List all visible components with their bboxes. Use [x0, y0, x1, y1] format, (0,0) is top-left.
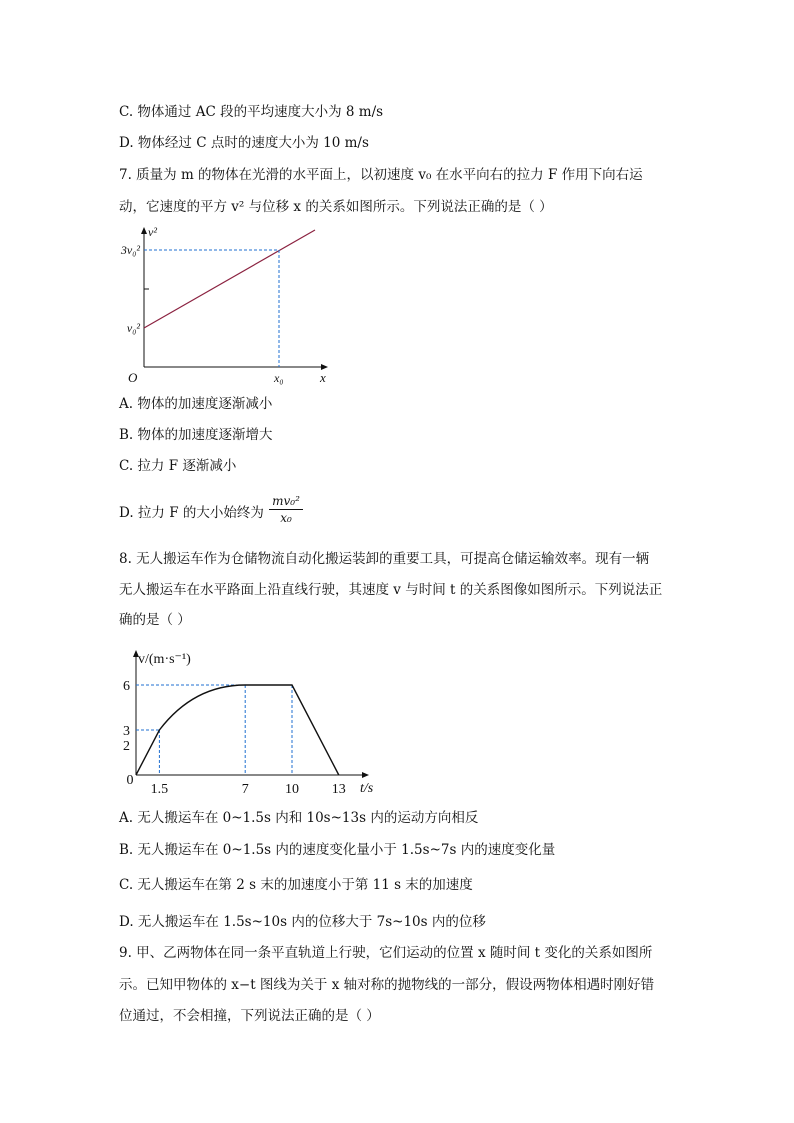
- q8-v-t-graph: [110, 643, 390, 803]
- q8-xtick-1-5: 1.5: [150, 782, 169, 797]
- q9-stem-line2: 示。已知甲物体的 x−t 图线为关于 x 轴对称的抛物线的一部分，假设两物体相遇时刚好错: [119, 977, 655, 993]
- q8-xtick-7: 7: [241, 782, 249, 797]
- q7-option-b: B. 物体的加速度逐渐增大: [119, 427, 273, 443]
- q7-ytick-v02: v₀²: [126, 321, 140, 335]
- q7-option-d-fraction: [269, 494, 303, 526]
- q8-ytick-2: 2: [123, 739, 130, 754]
- q6-option-c: C. 物体通过 AC 段的平均速度大小为 8 m/s: [119, 104, 384, 120]
- q8-option-b: B. 无人搬运车在 0~1.5s 内的速度变化量小于 1.5s~7s 内的速度变化量: [119, 842, 556, 858]
- q8-xtick-13: 13: [331, 782, 346, 797]
- q8-ytick-3: 3: [123, 724, 130, 739]
- q8-xtick-10: 10: [285, 782, 299, 797]
- q7-fraction-numerator: mv₀²: [269, 494, 303, 510]
- q8-ylabel: v/(m·s⁻¹): [138, 652, 191, 667]
- q8-stem-line3: 确的是（ ）: [119, 612, 191, 628]
- q7-fraction-denominator: x₀: [280, 511, 292, 525]
- q8-xlabel: t/s: [360, 781, 374, 796]
- q7-stem-line1: 7. 质量为 m 的物体在光滑的水平面上，以初速度 v₀ 在水平向右的拉力 F 作用下向右运: [119, 167, 643, 183]
- q8-ytick-6: 6: [123, 679, 130, 694]
- q7-ylabel: v²: [148, 225, 157, 239]
- q8-stem-line1: 8. 无人搬运车作为仓储物流自动化搬运装卸的重要工具，可提高仓储运输效率。现有一辆: [119, 551, 650, 567]
- q8-stem-line2: 无人搬运车在水平路面上沿直线行驶，其速度 v 与时间 t 的关系图像如图所示。下列说法正: [119, 582, 663, 598]
- q7-v2-x-graph: [110, 222, 340, 387]
- q7-option-a: A. 物体的加速度逐渐减小: [119, 396, 273, 412]
- q7-option-c: C. 拉力 F 逐渐减小: [119, 458, 237, 474]
- q8-option-c: C. 无人搬运车在第 2 s 末的加速度小于第 11 s 末的加速度: [119, 877, 473, 893]
- q7-data-line: [144, 230, 315, 328]
- q8-xtick-0: 0: [126, 773, 134, 788]
- q7-xtick-x0: x₀: [274, 371, 284, 385]
- q6-option-d: D. 物体经过 C 点时的速度大小为 10 m/s: [119, 135, 369, 151]
- q7-xlabel: x: [320, 370, 326, 385]
- q8-option-a: A. 无人搬运车在 0~1.5s 内和 10s~13s 内的运动方向相反: [119, 810, 479, 826]
- q7-origin: O: [128, 370, 138, 385]
- q7-stem-line2: 动，它速度的平方 v² 与位移 x 的关系如图所示。下列说法正确的是（ ）: [119, 199, 553, 215]
- q7-option-d-text: D. 拉力 F 的大小始终为: [119, 505, 264, 521]
- q7-ytick-3v02: 3v₀²: [120, 243, 140, 257]
- q8-vt-curve: [136, 685, 339, 775]
- q8-option-d: D. 无人搬运车在 1.5s~10s 内的位移大于 7s~10s 内的位移: [119, 914, 486, 930]
- q9-stem-line1: 9. 甲、乙两物体在同一条平直轨道上行驶，它们运动的位置 x 随时间 t 变化的关系如图所: [119, 945, 653, 961]
- q9-stem-line3: 位通过，不会相撞，下列说法正确的是（ ）: [119, 1008, 380, 1024]
